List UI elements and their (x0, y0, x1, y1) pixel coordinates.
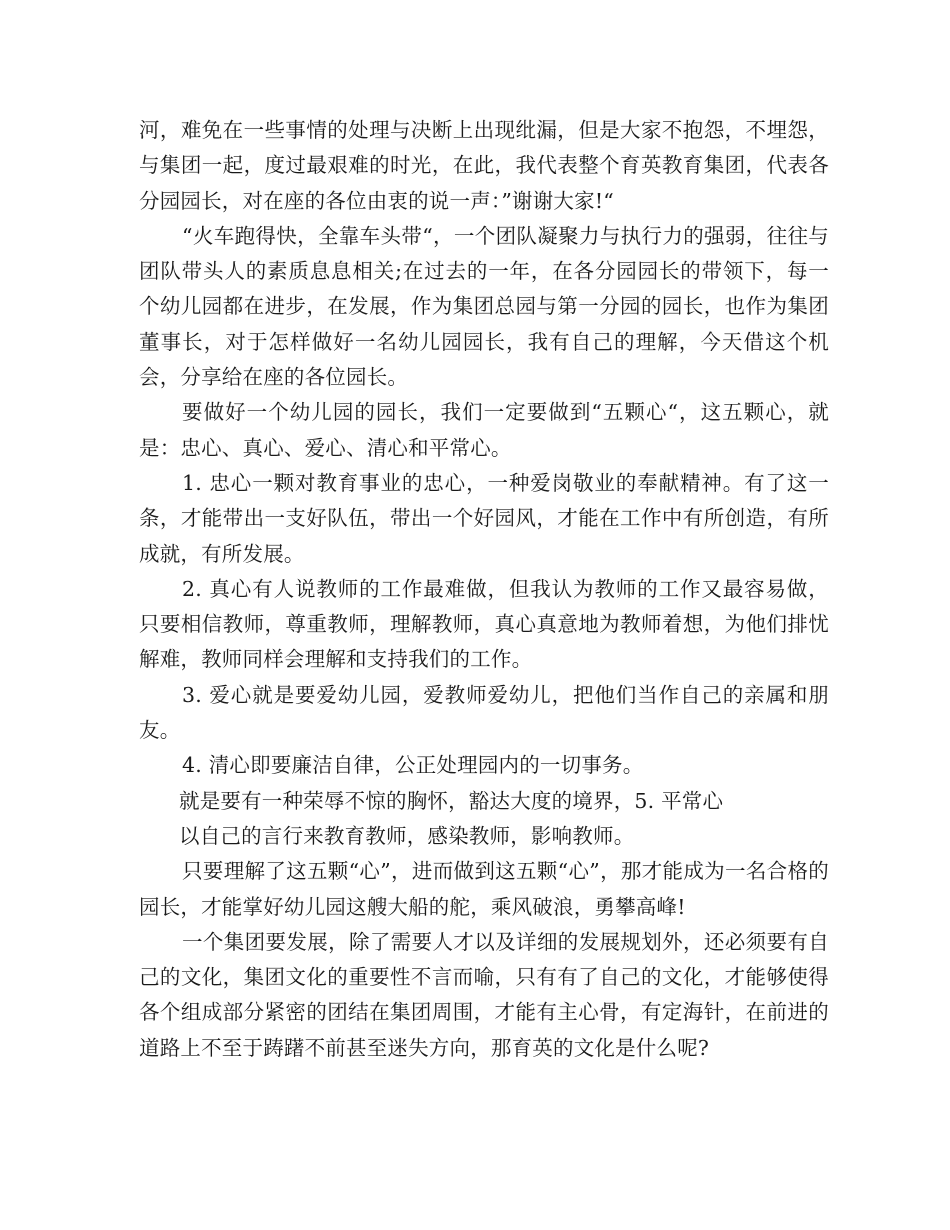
paragraph-item-4: 4. 清心即要廉洁自律，公正处理园内的一切事务。 (182, 753, 644, 778)
paragraph-item-5-line-1: 就是要有一种荣辱不惊的胸怀，豁达大度的境界，5. 平常心 (179, 788, 724, 813)
paragraph-2: “火车跑得快，全靠车头带“，一个团队凝聚力与执行力的强弱，往往与团队带头人的素质息息相关;在过去的一年，在各分园园长的带领下，每一个幼儿园都在进步，在发展，作为集团总园与第一分园的园长，也作为集团董事长，对于怎样做好一名幼儿园园长，我有自己的理解，今天借这个机会，分享给在座的各位园长。 (139, 223, 829, 390)
paragraph-item-3: 3. 爱心就是要爱幼儿园，爱教师爱幼儿，把他们当作自己的亲属和朋友。 (139, 682, 829, 743)
paragraph-4: 只要理解了这五颗“心”，进而做到这五颗“心”，那才能成为一名合格的园长，才能掌好幼儿园这艘大船的舵，乘风破浪，勇攀高峰! (139, 859, 829, 919)
paragraph-1: 河，难免在一些事情的处理与决断上出现纰漏，但是大家不抱怨，不埋怨，与集团一起，度过最艰难的时光，在此，我代表整个育英教育集团，代表各分园园长，对在座的各位由衷的说一声：”谢谢大家!“ (139, 118, 829, 213)
paragraph-3: 要做好一个幼儿园的园长，我们一定要做到“五颗心“，这五颗心，就是：忠心、真心、爱心、清心和平常心。 (139, 400, 829, 460)
paragraph-5: 一个集团要发展，除了需要人才以及详细的发展规划外，还必须要有自己的文化，集团文化的重要性不言而喻，只有有了自己的文化，才能够使得各个组成部分紧密的团结在集团周围，才能有主心骨，有定海针，在前进的道路上不至于踌躇不前甚至迷失方向，那育英的文化是什么呢? (139, 929, 829, 1060)
document-body (139, 113, 829, 1066)
paragraph-item-2: 2. 真心有人说教师的工作最难做，但我认为教师的工作又最容易做，只要相信教师，尊重教师，理解教师，真心真意地为教师着想，为他们排忧解难，教师同样会理解和支持我们的工作。 (139, 576, 829, 672)
paragraph-item-1: 1. 忠心一颗对教育事业的忠心，一种爱岗敬业的奉献精神。有了这一条，才能带出一支好队伍，带出一个好园风，才能在工作中有所创造，有所成就，有所发展。 (139, 470, 829, 566)
paragraph-item-5-line-2: 以自己的言行来教育教师，感染教师，影响教师。 (179, 823, 635, 848)
